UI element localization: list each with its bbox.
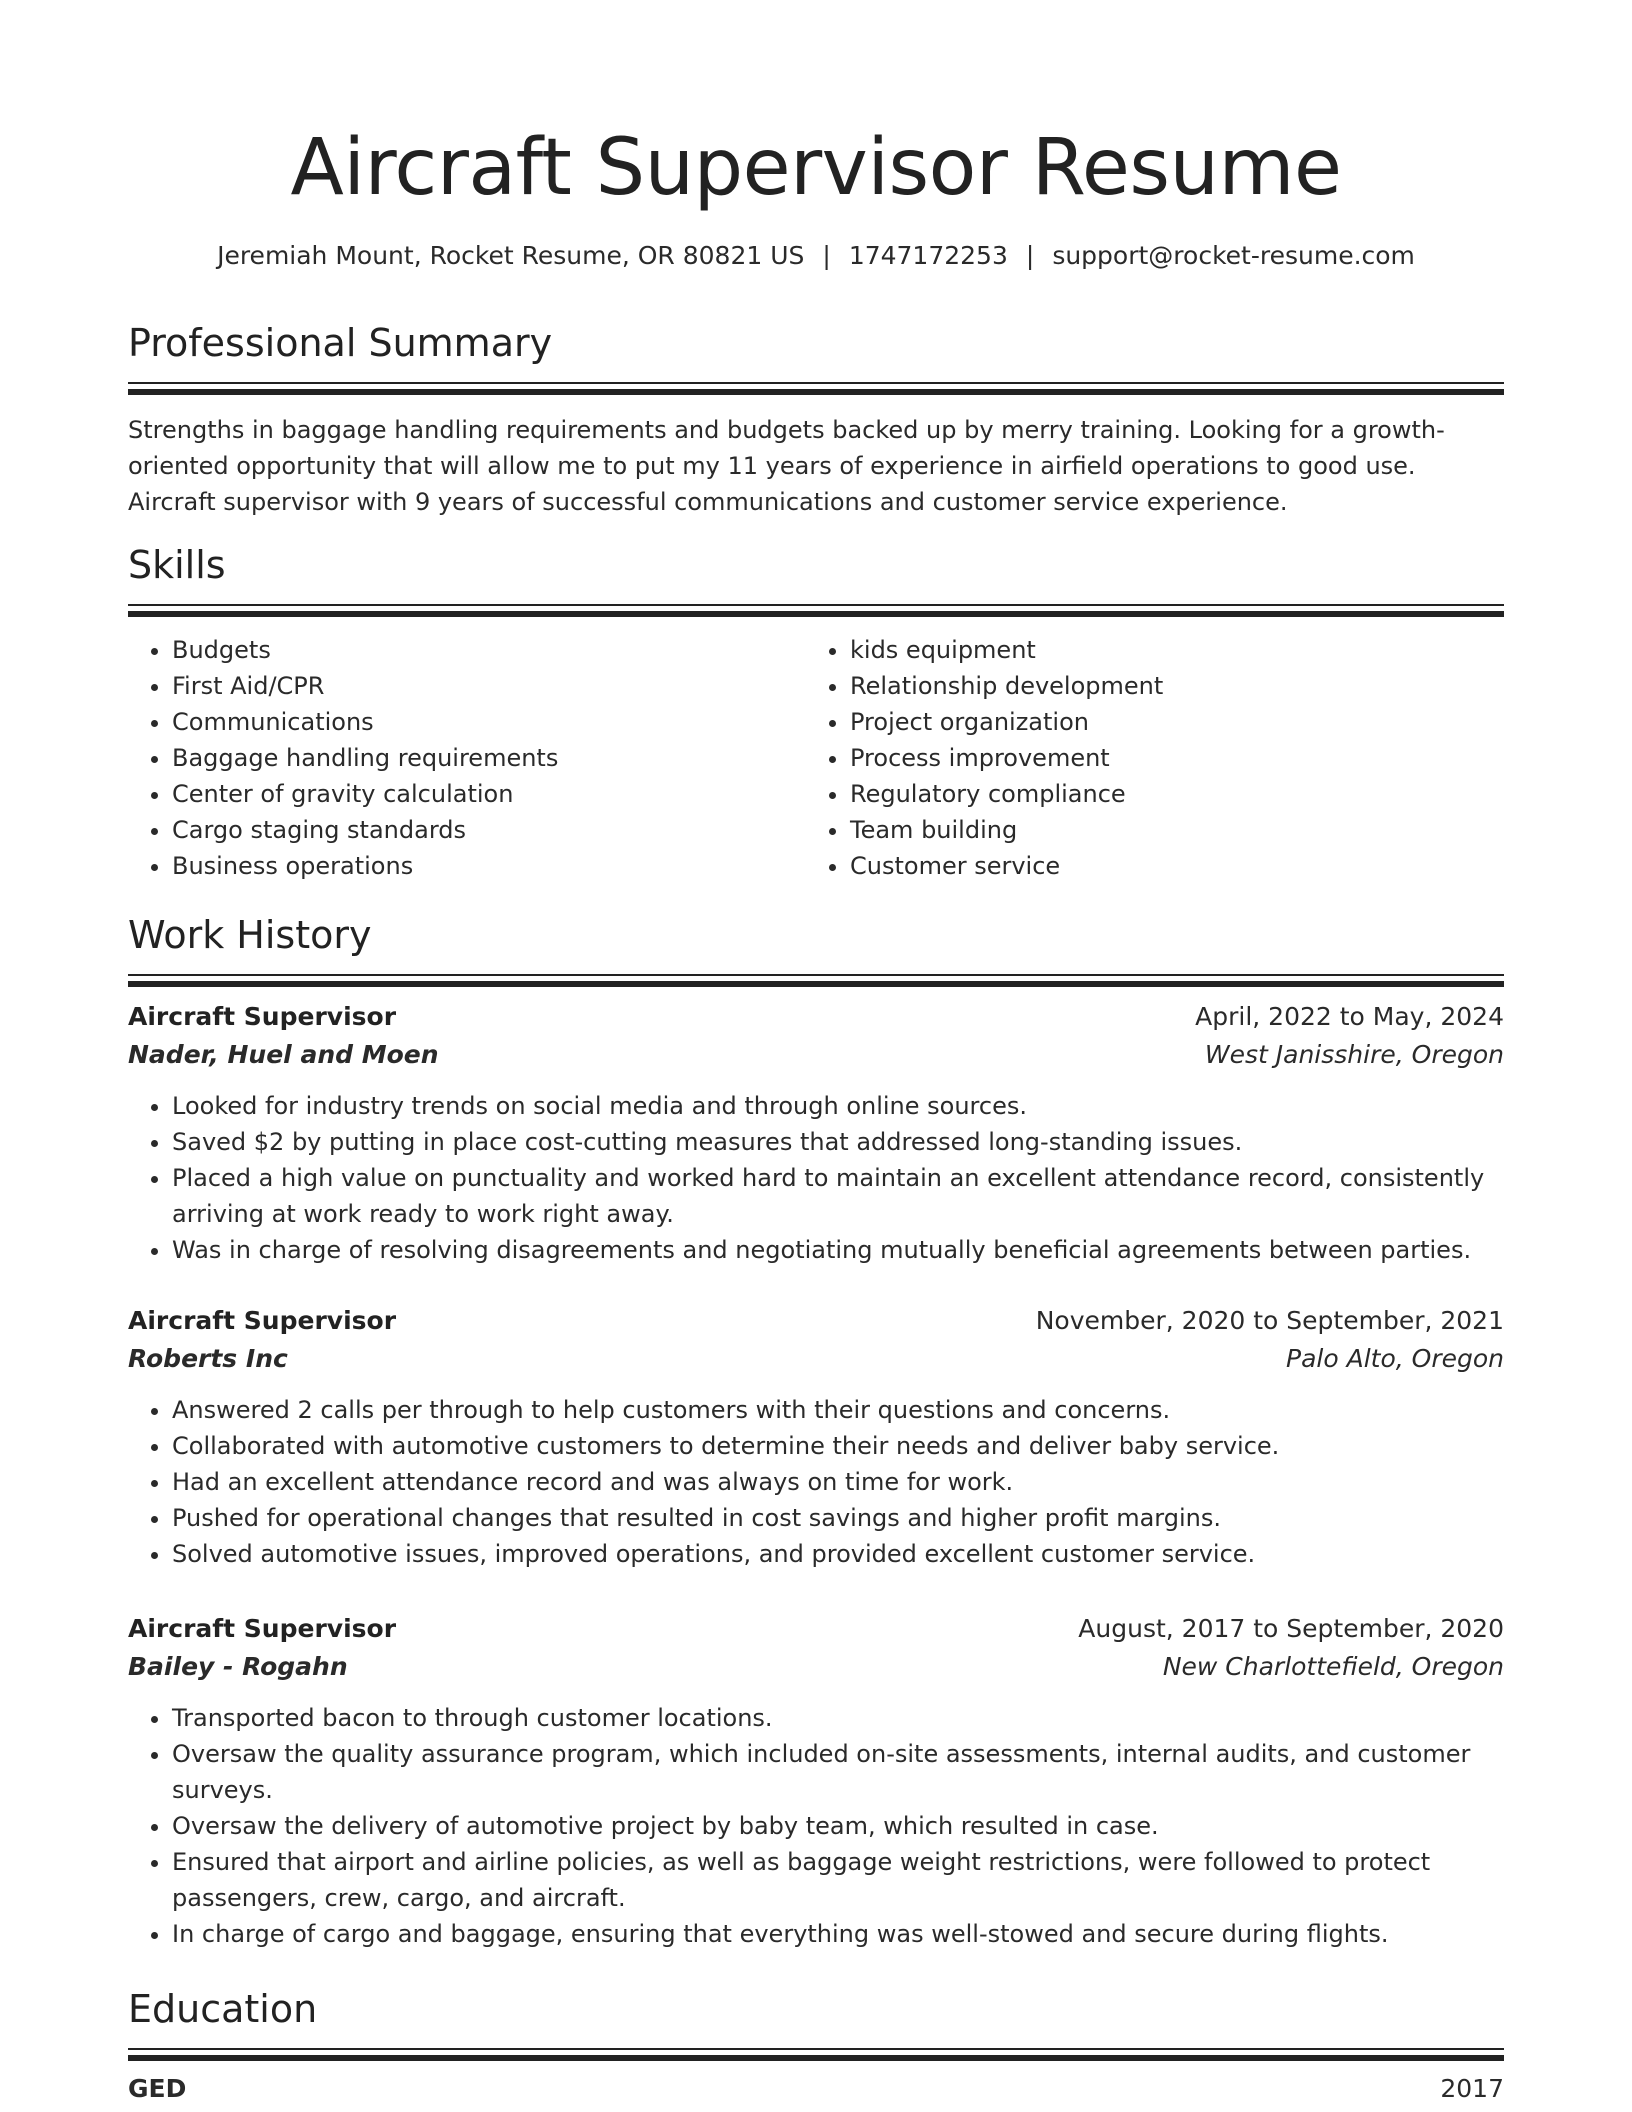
job-bullets (128, 1088, 1504, 1268)
section-divider (128, 2048, 1504, 2062)
skill-item: • Process improvement (850, 740, 1484, 776)
summary-text: Strengths in baggage handling requirements and budgets backed up by merry training. Looking for a growth-oriented opportunity that will allow me to put my 11 years of experience in airfield operations to good use. Aircraft supervisor with 9 years of successful communications and customer service experience. (128, 416, 1445, 516)
work-history-section (128, 910, 1504, 988)
skill-item: • kids equipment (850, 632, 1484, 668)
summary-section (128, 318, 1504, 520)
company-name: Roberts Inc (128, 1344, 288, 1373)
skills-heading: Skills (128, 543, 226, 587)
job-location: West Janisshire, Oregon (1204, 1040, 1504, 1069)
job-bullet: • Looked for industry trends on social media and through online sources. (172, 1088, 1504, 1124)
skill-item: • Baggage handling requirements (172, 740, 806, 776)
contact-email: support@rocket-resume.com (1052, 241, 1415, 270)
job-dates: November, 2020 to September, 2021 (1035, 1306, 1504, 1335)
skill-item: • Budgets (172, 632, 806, 668)
education-section (128, 1984, 1504, 2108)
skill-item: • Regulatory compliance (850, 776, 1484, 812)
job-bullet: • Saved $2 by putting in place cost-cutting measures that addressed long-standing issues. (172, 1124, 1504, 1160)
job-bullet: • Collaborated with automotive customers to determine their needs and deliver baby service. (172, 1428, 1504, 1464)
skill-item: • First Aid/CPR (172, 668, 806, 704)
section-divider (128, 604, 1504, 618)
job-bullet: • Oversaw the quality assurance program, which included on-site assessments, internal audits, and customer surveys. (172, 1736, 1504, 1808)
job-bullet: • Ensured that airport and airline policies, as well as baggage weight restrictions, were followed to protect passengers, crew, cargo, and aircraft. (172, 1844, 1504, 1916)
company-name: Nader, Huel and Moen (128, 1040, 439, 1069)
job-bullet: • In charge of cargo and baggage, ensuring that everything was well-stowed and secure during flights. (172, 1916, 1504, 1952)
skill-item: • Center of gravity calculation (172, 776, 806, 812)
job-location: Palo Alto, Oregon (1286, 1344, 1504, 1373)
skill-item: • Communications (172, 704, 806, 740)
skill-item: • Relationship development (850, 668, 1484, 704)
skills-right-list (806, 632, 1484, 884)
skill-item: • Customer service (850, 848, 1484, 884)
education-year: 2017 (1440, 2074, 1504, 2103)
skill-item: • Project organization (850, 704, 1484, 740)
section-divider (128, 974, 1504, 988)
education-degree: GED (128, 2074, 187, 2103)
job-entry (128, 1302, 1504, 1572)
skill-item: • Cargo staging standards (172, 812, 806, 848)
contact-separator: | (822, 241, 831, 270)
job-title: Aircraft Supervisor (128, 1306, 397, 1335)
education-heading: Education (128, 1987, 318, 2031)
job-bullet: • Was in charge of resolving disagreements and negotiating mutually beneficial agreements between parties. (172, 1232, 1504, 1268)
job-bullets (128, 1700, 1504, 1952)
job-bullet: • Answered 2 calls per through to help customers with their questions and concerns. (172, 1392, 1504, 1428)
contact-phone: 1747172253 (848, 241, 1008, 270)
summary-heading: Professional Summary (128, 321, 553, 365)
skills-columns (128, 632, 1504, 884)
work-history-heading: Work History (128, 913, 372, 957)
contact-address: Jeremiah Mount, Rocket Resume, OR 80821 US (217, 241, 805, 270)
section-divider (128, 382, 1504, 396)
job-title: Aircraft Supervisor (128, 1002, 397, 1031)
contact-separator: | (1025, 241, 1035, 270)
job-dates: April, 2022 to May, 2024 (1195, 1002, 1504, 1031)
job-location: New Charlottefield, Oregon (1162, 1652, 1504, 1681)
skills-left-list (128, 632, 806, 884)
company-name: Bailey - Rogahn (128, 1652, 348, 1681)
job-bullets (128, 1392, 1504, 1572)
job-bullet: • Solved automotive issues, improved operations, and provided excellent customer service. (172, 1536, 1504, 1572)
job-bullet: • Placed a high value on punctuality and worked hard to maintain an excellent attendance record, consistently arriving at work ready to work right away. (172, 1160, 1504, 1232)
skill-item: • Business operations (172, 848, 806, 884)
job-title: Aircraft Supervisor (128, 1614, 397, 1643)
job-entry (128, 1610, 1504, 1952)
job-bullet: • Had an excellent attendance record and was always on time for work. (172, 1464, 1504, 1500)
job-bullet: • Oversaw the delivery of automotive project by baby team, which resulted in case. (172, 1808, 1504, 1844)
skills-section (128, 540, 1504, 884)
resume-title: Aircraft Supervisor Resume (290, 123, 1342, 213)
job-dates: August, 2017 to September, 2020 (1078, 1614, 1504, 1643)
skill-item: • Team building (850, 812, 1484, 848)
job-entry (128, 998, 1504, 1268)
job-bullet: • Pushed for operational changes that resulted in cost savings and higher profit margins. (172, 1500, 1504, 1536)
job-bullet: • Transported bacon to through customer locations. (172, 1700, 1504, 1736)
contact-line (128, 238, 1504, 274)
